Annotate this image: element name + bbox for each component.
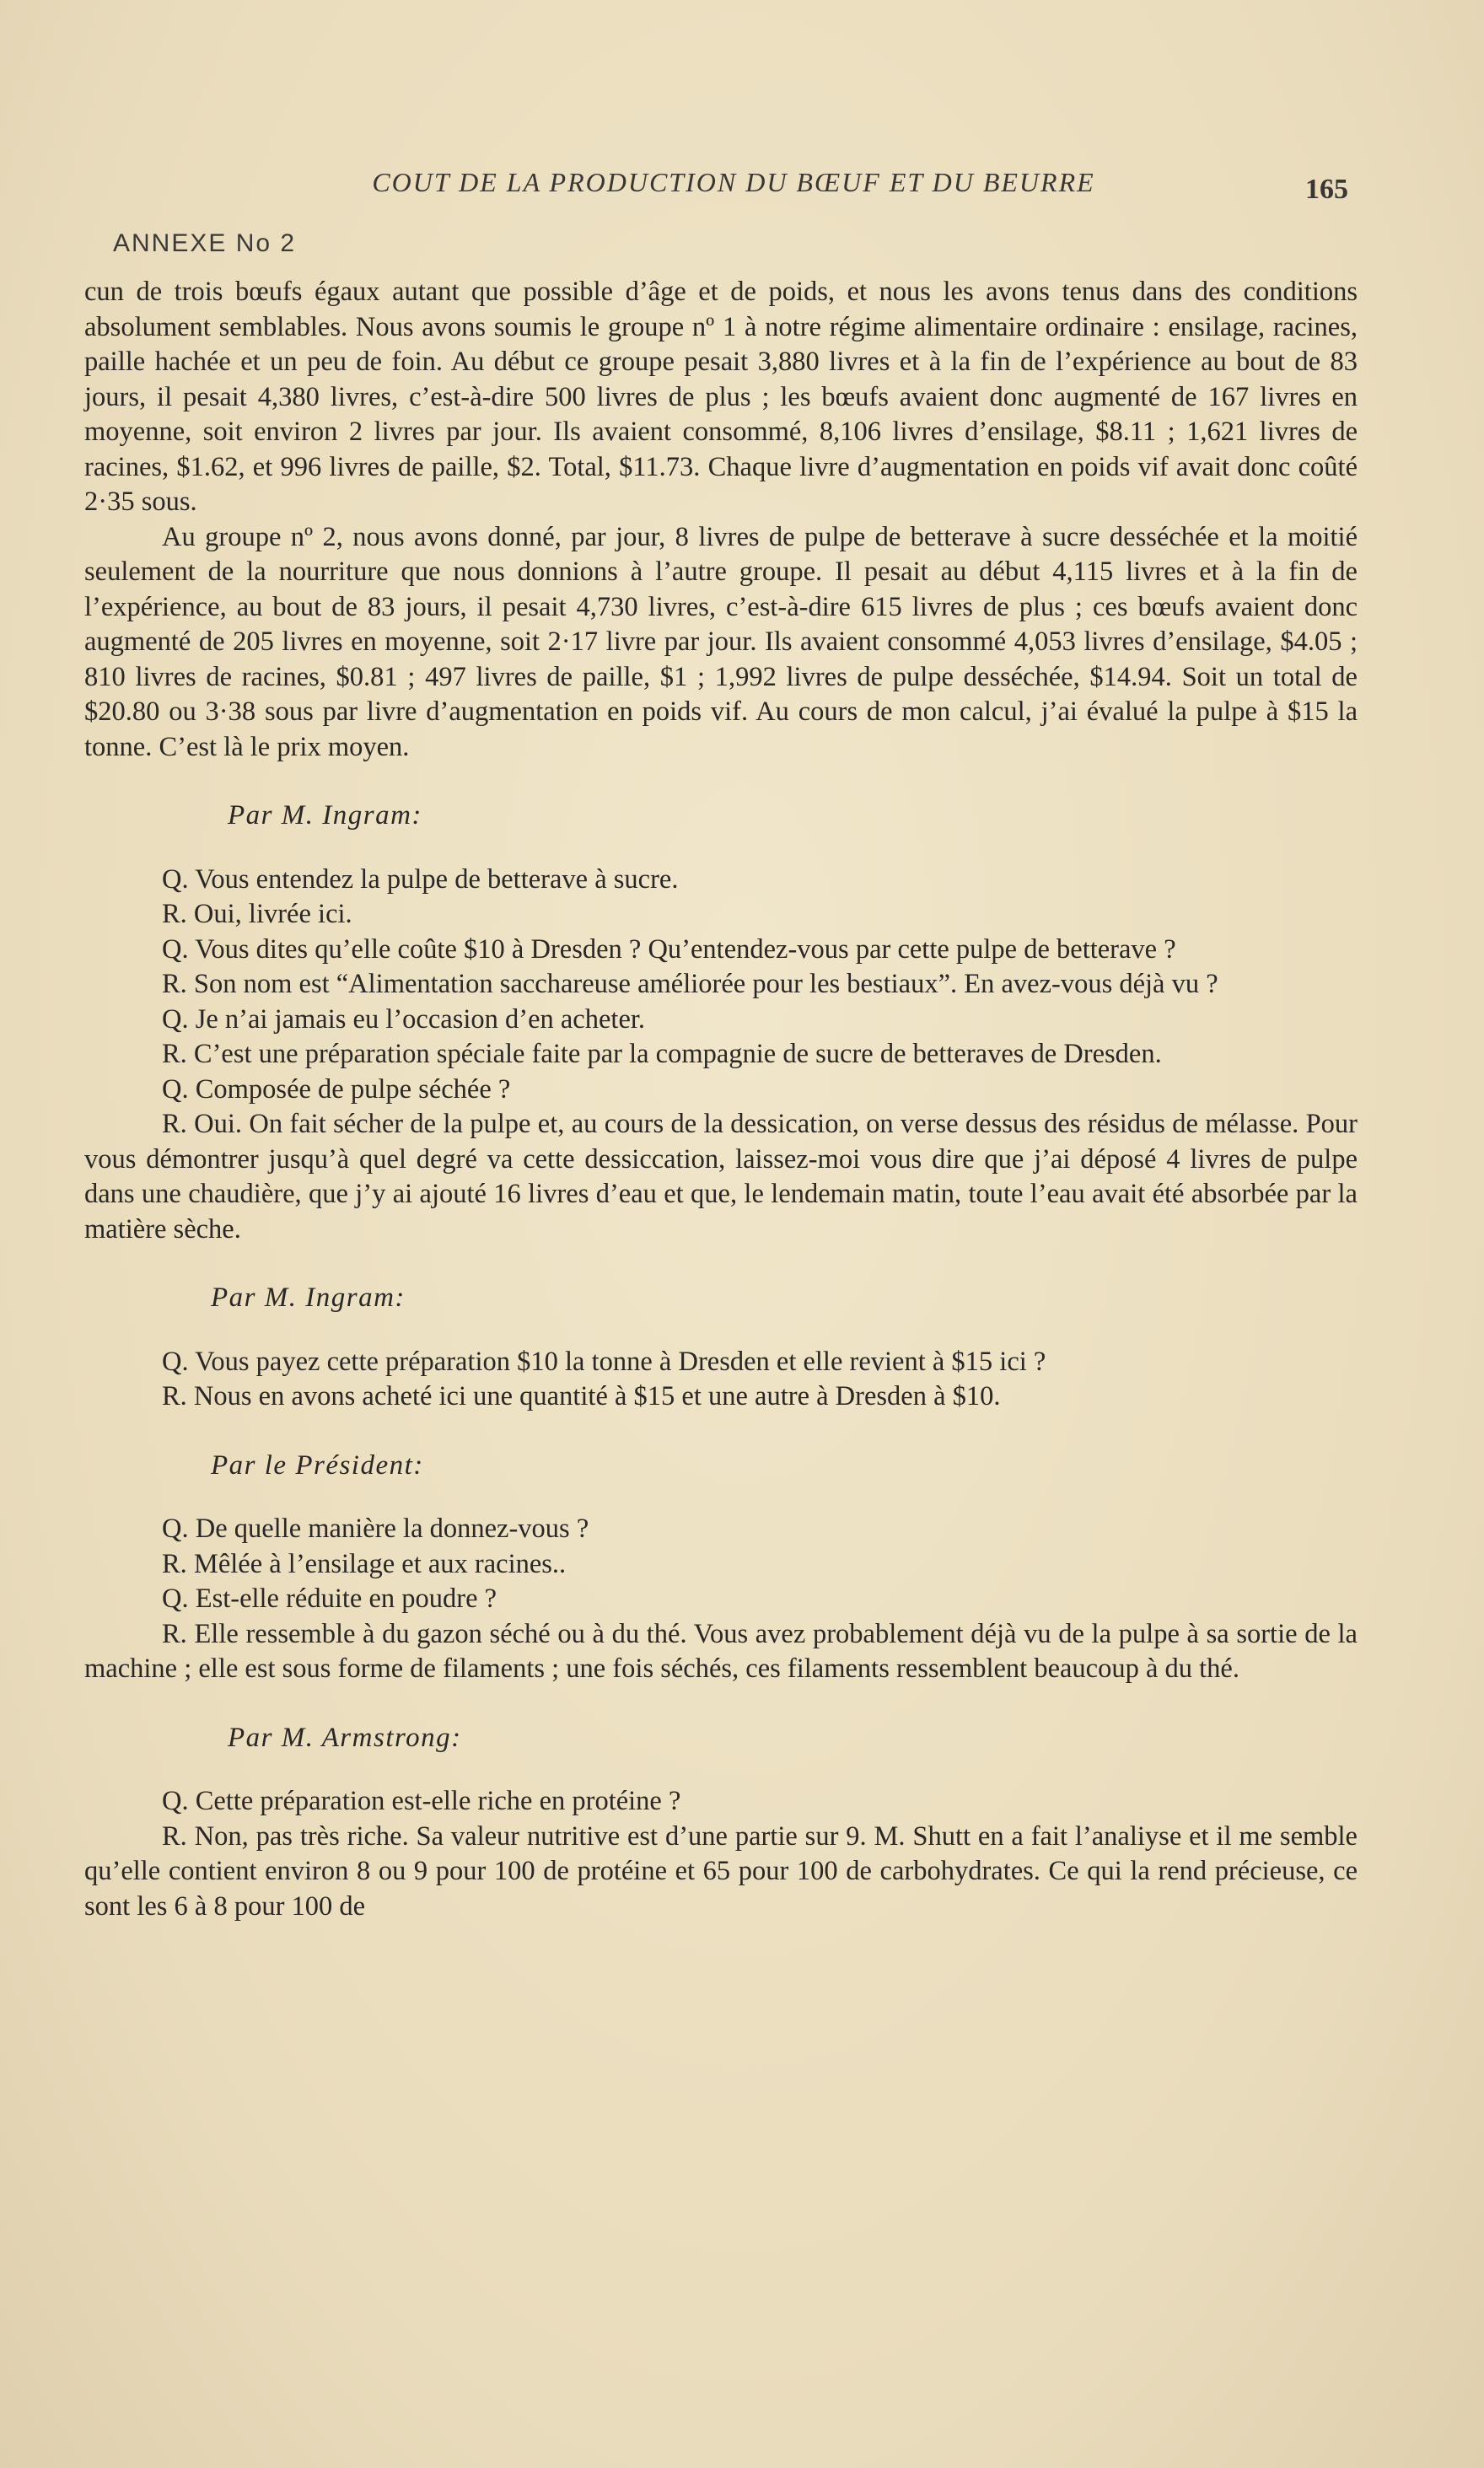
qa-line: Q. Est-elle réduite en poudre ? [162, 1583, 497, 1614]
annex-label: ANNEXE No 2 [113, 229, 297, 257]
qa-line: R. C’est une préparation spéciale faite par la compagnie de sucre de betteraves de Dresden. [162, 1039, 1162, 1069]
qa-line: Q. Vous entendez la pulpe de betterave à sucre. [162, 863, 679, 895]
qa-line: Q. Vous payez cette préparation $10 la tonne à Dresden et elle revient à $15 ici ? [162, 1346, 1046, 1377]
qa-line: Q. Composée de pulpe séchée ? [162, 1073, 511, 1105]
qa-line: R. Elle ressemble à du gazon séché ou à du thé. Vous avez probablement déjà vu de la pulpe à sa sortie de la machine ; elle est sous forme de filaments ; une fois séchés, ces filaments ressemblent beaucoup à du thé. [84, 1618, 1358, 1684]
running-title: COUT DE LA PRODUCTION DU BŒUF ET DU BEURRE [372, 167, 1095, 197]
document-body [84, 275, 1358, 1924]
qa-line: R. Mêlée à l’ensilage et aux racines.. [162, 1548, 567, 1579]
speaker-heading-ingram-2: Par M. Ingram: [211, 1282, 406, 1313]
speaker-heading-ingram-1: Par M. Ingram: [228, 800, 422, 831]
speaker-heading-armstrong: Par M. Armstrong: [228, 1722, 462, 1753]
qa-line: R. Son nom est “Alimentation sacchareuse améliorée pour les bestiaux”. En avez-vous déjà vu ? [162, 969, 1218, 999]
qa-line: Q. Je n’ai jamais eu l’occasion d’en acheter. [162, 1003, 646, 1035]
qa-line: Q. Cette préparation est-elle riche en protéine ? [162, 1786, 681, 1816]
paragraph-group-2: Au groupe nº 2, nous avons donné, par jour, 8 livres de pulpe de betterave à sucre desséchée et la moitié seulement de la nourriture que nous donnions à l’autre groupe. Il pesait au début 4,115 livres et à la fin de l’expérience, au bout de 83 jours, il pesait 4,730 livres, c’est-à-dire 615 livres de plus ; ces bœufs avaient donc augmenté de 205 livres en moyenne, soit 2·17 livre par jour. Ils avaient consommé 4,053 livres d’ensilage, $4.05 ; 810 livres de racines, $0.81 ; 497 livres de paille, $1 ; 1,992 livres de pulpe desséchée, $14.94. Soit un total de $20.80 ou 3·38 sous par livre d’augmentation en poids vif. Au cours de mon calcul, j’ai évalué la pulpe à $15 la tonne. C’est là le prix moyen. [84, 521, 1358, 762]
qa-line: R. Oui. On fait sécher de la pulpe et, au cours de la dessication, on verse dessus des résidus de mélasse. Pour vous démontrer jusqu’à quel degré va cette dessiccation, laissez-moi vous dire que j’ai déposé 4 livres de pulpe dans une chaudière, que j’y ai ajouté 16 livres d’eau et que, le lendemain matin, toute l’eau avait été absorbée par la matière sèche. [84, 1109, 1358, 1245]
qa-line: R. Nous en avons acheté ici une quantité à $15 et une autre à Dresden à $10. [162, 1381, 1001, 1411]
speaker-heading-president: Par le Président: [211, 1449, 424, 1481]
paragraph-group-1: cun de trois bœufs égaux autant que possible d’âge et de poids, et nous les avons tenus dans des conditions absolument semblables. Nous avons soumis le groupe nº 1 à notre régime alimentaire ordinaire : ensilage, racines, paille hachée et un peu de foin. Au début ce groupe pesait 3,880 livres et à la fin de l’expérience au bout de 83 jours, il pesait 4,380 livres, c’est-à-dire 500 livres de plus ; les bœufs avaient donc augmenté de 167 livres en moyenne, soit environ 2 livres par jour. Ils avaient consommé, 8,106 livres d’ensilage, $8.11 ; 1,621 livres de racines, $1.62, et 996 livres de paille, $2. Total, $11.73. Chaque livre d’augmentation en poids vif avait donc coûté 2·35 sous. [84, 277, 1358, 517]
qa-line: Q. Vous dites qu’elle coûte $10 à Dresden ? Qu’entendez-vous par cette pulpe de betterave ? [162, 933, 1176, 965]
qa-line: Q. De quelle manière la donnez-vous ? [162, 1514, 589, 1544]
page-number: 165 [1305, 174, 1348, 205]
qa-line: R. Non, pas très riche. Sa valeur nutritive est d’une partie sur 9. M. Shutt en a fait l’analiyse et il me semble qu’elle contient environ 8 ou 9 pour 100 de protéine et 65 pour 100 de carbohydrates. Ce qui la rend précieuse, ce sont les 6 à 8 pour 100 de [84, 1820, 1358, 1922]
qa-line: R. Oui, livrée ici. [162, 899, 352, 929]
